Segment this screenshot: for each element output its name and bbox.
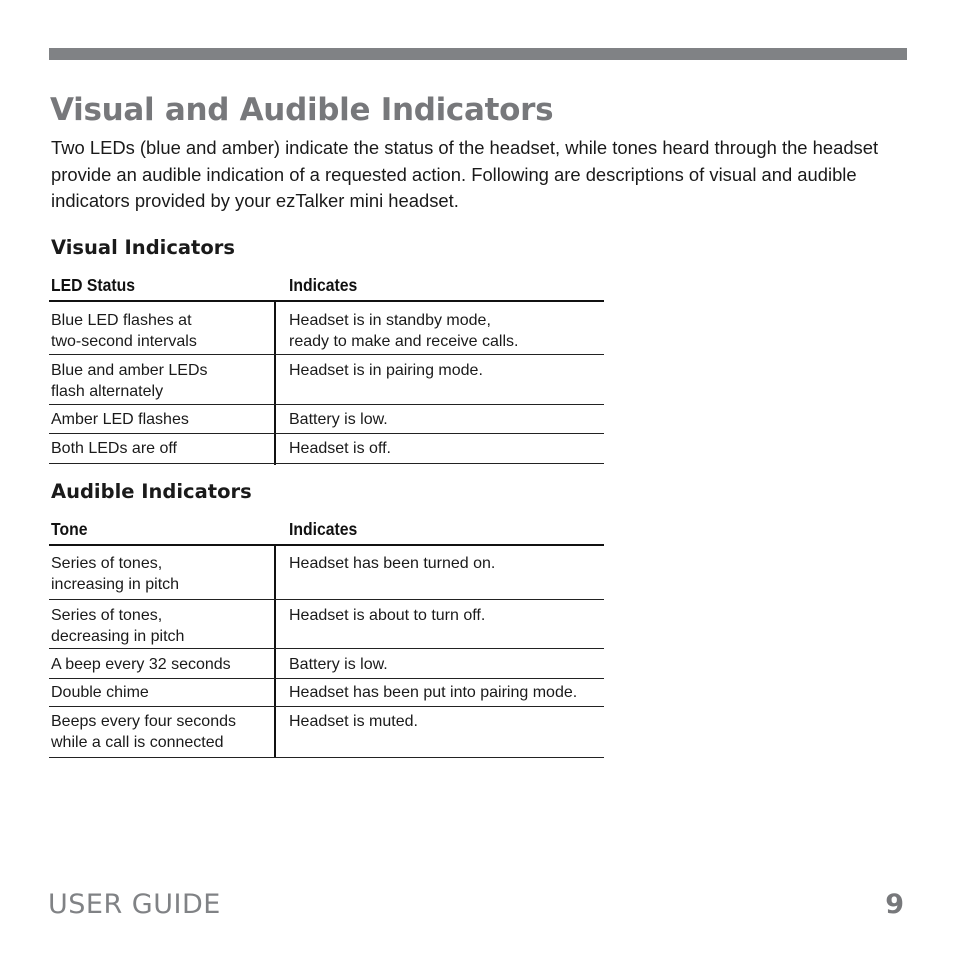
table-row (49, 679, 604, 707)
indicates-cell: Battery is low. (289, 411, 388, 428)
page-title: Visual and Audible Indicators (50, 92, 554, 128)
table-row (49, 600, 604, 649)
table-row (49, 302, 604, 355)
tone-cell: Series of tones, increasing in pitch (51, 555, 180, 593)
indicates-cell: Headset is muted. (289, 713, 418, 730)
led-status-cell: Both LEDs are off (51, 440, 177, 457)
led-status-cell: Blue and amber LEDs flash alternately (51, 362, 208, 400)
table-row (49, 355, 604, 405)
indicates-cell: Headset has been turned on. (289, 555, 496, 572)
page-number: 9 (885, 889, 904, 920)
tone-cell: Beeps every four seconds while a call is connected (51, 713, 236, 751)
indicates-cell: Headset is in standby mode, ready to make and receive calls. (289, 312, 519, 350)
table-row (49, 434, 604, 464)
led-status-cell: Amber LED flashes (51, 411, 189, 428)
audible-indicators-table (49, 546, 604, 758)
intro-paragraph: Two LEDs (blue and amber) indicate the status of the headset, while tones heard through the headset provide an audible indication of a requested action. Following are descriptions of visual and audible indicators provided by your ezTalker mini headset. (51, 137, 879, 211)
table-row (49, 546, 604, 600)
audible-indicators-heading: Audible Indicators (51, 480, 252, 503)
indicates-cell: Battery is low. (289, 656, 388, 673)
tone-column-header: Tone (51, 519, 88, 539)
audible-indicates-column-header: Indicates (289, 519, 358, 539)
led-status-cell: Blue LED flashes at two-second intervals (51, 312, 197, 350)
tone-cell: A beep every 32 seconds (51, 656, 231, 673)
indicates-cell: Headset has been put into pairing mode. (289, 684, 578, 701)
footer-user-guide-label: USER GUIDE (48, 889, 221, 920)
indicates-cell: Headset is in pairing mode. (289, 362, 483, 379)
table-row (49, 649, 604, 679)
visual-indicators-heading: Visual Indicators (51, 236, 235, 259)
indicates-cell: Headset is off. (289, 440, 391, 457)
tone-cell: Double chime (51, 684, 149, 701)
header-bar (49, 48, 907, 60)
indicates-cell: Headset is about to turn off. (289, 607, 486, 624)
visual-indicates-column-header: Indicates (289, 275, 358, 295)
visual-indicators-table (49, 302, 604, 464)
led-status-column-header: LED Status (51, 275, 136, 295)
tone-cell: Series of tones, decreasing in pitch (51, 607, 185, 645)
table-row (49, 405, 604, 434)
table-row (49, 707, 604, 758)
